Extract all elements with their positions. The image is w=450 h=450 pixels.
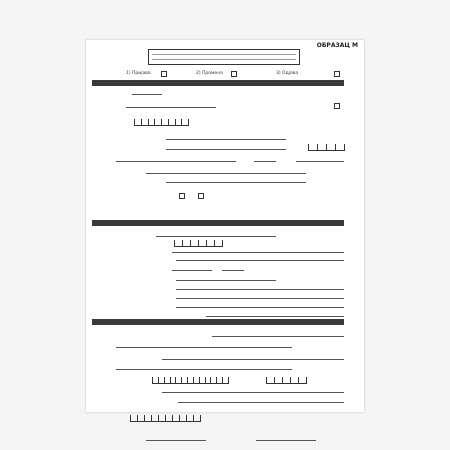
field-line [176, 260, 344, 261]
option-deregistration: 3) Одјава [276, 71, 299, 76]
option-registration-checkbox[interactable] [161, 71, 167, 77]
field-line [166, 182, 306, 183]
field-line [162, 359, 344, 360]
field-checkbox[interactable] [334, 103, 340, 109]
signature-line [146, 440, 206, 441]
date-comb[interactable] [134, 119, 189, 126]
section-header [92, 80, 344, 86]
field-line [132, 94, 162, 95]
code-comb[interactable] [130, 415, 201, 422]
option-deregistration-checkbox[interactable] [334, 71, 340, 77]
field-line [166, 139, 286, 140]
field-line [172, 270, 212, 271]
field-line [212, 336, 344, 337]
section-header [92, 319, 344, 325]
field-line [172, 252, 344, 253]
id-comb[interactable] [266, 377, 307, 384]
field-line [176, 307, 344, 308]
form-code: ОБРАЗАЦ М [316, 42, 358, 49]
section-header [92, 220, 344, 226]
code-comb[interactable] [308, 144, 345, 151]
field-line [176, 298, 344, 299]
field-line [166, 149, 286, 150]
field-line [116, 369, 292, 370]
field-line [176, 280, 276, 281]
field-line [254, 161, 276, 162]
field-line [126, 107, 216, 108]
id-comb[interactable] [152, 377, 229, 384]
field-line [206, 316, 344, 317]
field-line [156, 236, 276, 237]
field-checkbox[interactable] [179, 193, 185, 199]
form-page [86, 40, 364, 412]
field-checkbox[interactable] [198, 193, 204, 199]
field-line [116, 161, 236, 162]
title-line [152, 54, 296, 55]
field-line [222, 270, 244, 271]
option-change: 2) Промена [196, 71, 223, 76]
field-line [146, 173, 306, 174]
code-comb[interactable] [174, 240, 223, 247]
form-title-box [148, 49, 300, 65]
field-line [176, 289, 344, 290]
field-line [178, 402, 344, 403]
option-registration: 1) Пријава [126, 71, 151, 76]
field-line [162, 392, 344, 393]
signature-line [256, 440, 316, 441]
field-line [116, 347, 292, 348]
title-line [152, 59, 296, 60]
option-change-checkbox[interactable] [231, 71, 237, 77]
field-line [296, 161, 344, 162]
